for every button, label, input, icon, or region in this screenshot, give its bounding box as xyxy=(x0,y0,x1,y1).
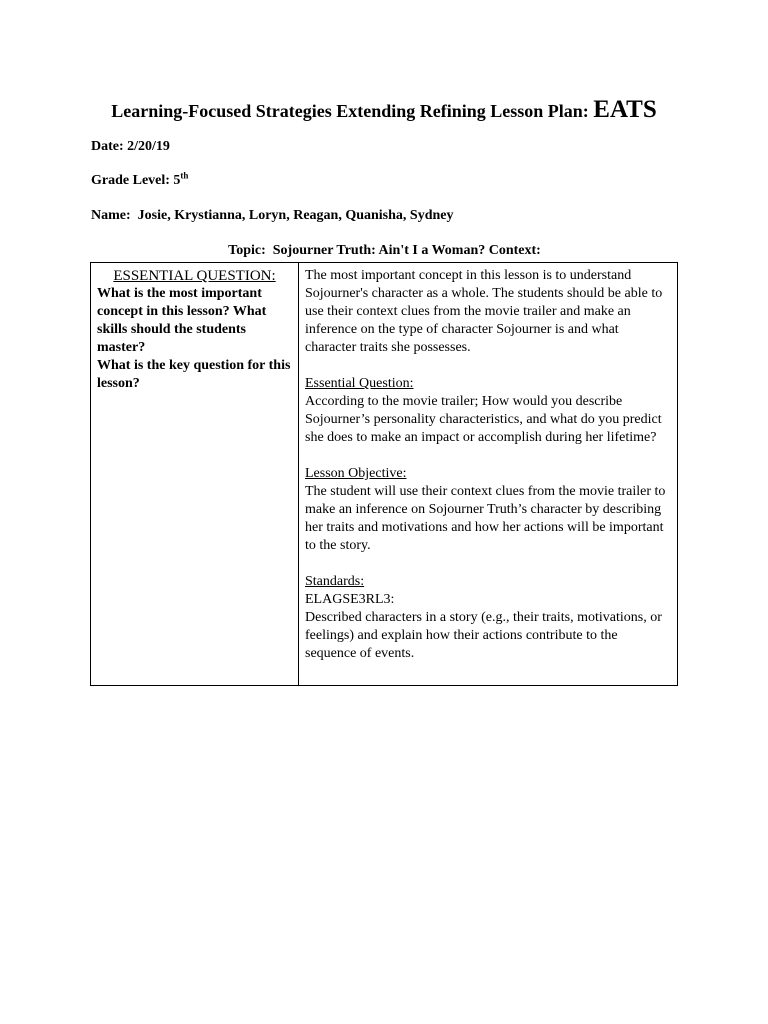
standards-code: ELAGSE3RL3: xyxy=(305,592,395,607)
essential-question-heading-colon: : xyxy=(271,268,276,284)
spacer xyxy=(305,447,671,465)
concept-paragraph: The most important concept in this lesson is to understand Sojourner's character as a whole. The students should be able to use their context clues from the movie trailer and make an inference on the type of character Sojourner is and what character traits she possesses. xyxy=(305,268,663,355)
lesson-content-cell xyxy=(299,263,678,686)
spacer xyxy=(305,555,671,573)
name-label: Name: xyxy=(91,208,138,223)
grade-value: 5 xyxy=(173,173,181,188)
name-line xyxy=(91,207,454,225)
lesson-objective-text: The student will use their context clues from the movie trailer to make an inference on Sojourner Truth’s character by describing her traits and motivations and how her actions will be important to the story. xyxy=(305,484,666,553)
table-row xyxy=(91,263,678,686)
grade-label: Grade Level: xyxy=(91,173,174,188)
lesson-plan-title xyxy=(0,96,768,125)
date-label: Date: xyxy=(91,139,128,154)
standards-heading: Standards: xyxy=(305,574,365,589)
key-question-prompt: What is the key question for this lesson? xyxy=(97,358,291,391)
concept-prompt: What is the most important concept in this lesson? What skills should the students master? xyxy=(97,286,267,355)
date-line xyxy=(91,138,170,156)
essential-question-text: According to the movie trailer; How would you describe Sojourner’s personality characteristics, and what do you predict she does to make an impact or accomplish during her lifetime? xyxy=(305,394,662,445)
essential-question-subheading: Essential Question: xyxy=(305,376,414,391)
lesson-objective-heading: Lesson Objective: xyxy=(305,466,407,481)
essential-question-heading xyxy=(97,267,292,285)
spacer xyxy=(305,357,671,375)
topic-line: Topic: Sojourner Truth: Ain't I a Woman? Context: xyxy=(228,243,541,258)
name-value: Josie, Krystianna, Loryn, Reagan, Quanisha, Sydney xyxy=(137,208,454,223)
title-suffix: EATS xyxy=(593,96,657,123)
essential-question-heading-text: ESSENTIAL QUESTION xyxy=(113,268,272,284)
standards-text: Described characters in a story (e.g., their traits, motivations, or feelings) and explain how their actions contribute to the sequence of events. xyxy=(305,610,662,661)
essential-question-prompt-cell xyxy=(91,263,299,686)
lesson-plan-table xyxy=(90,262,678,686)
grade-level-line xyxy=(91,172,188,190)
title-main: Learning-Focused Strategies Extending Refining Lesson Plan: xyxy=(111,101,594,121)
date-value: 2/20/19 xyxy=(127,139,170,154)
grade-ordinal-suffix: th xyxy=(180,170,189,181)
